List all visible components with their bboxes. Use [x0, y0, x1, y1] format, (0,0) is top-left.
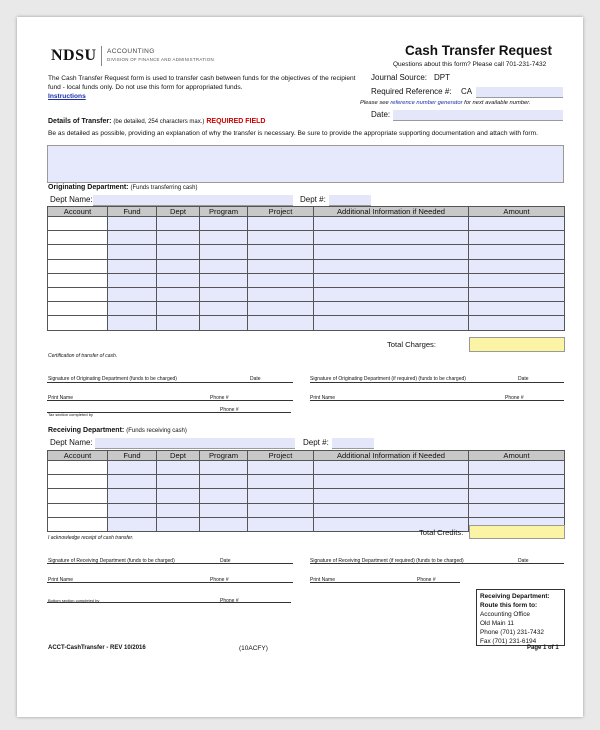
orig-dept-name-label: Dept Name: [50, 195, 93, 204]
logo-dept-line2: DIVISION OF FINANCE AND ADMINISTRATION [107, 57, 214, 62]
total-charges-label: Total Charges: [387, 340, 436, 349]
table-cell-input[interactable] [248, 316, 314, 330]
table-row [48, 259, 565, 273]
table-cell-input[interactable] [200, 475, 248, 489]
routing-phone: Phone (701) 231-7432 [480, 629, 544, 636]
intro-paragraph: The Cash Transfer Request form is used to transfer cash between funds for the objectives of the recipient fund - local funds only. Do not use this form for appropriated funds. [48, 75, 356, 91]
table-cell-input[interactable] [314, 217, 469, 231]
table-cell-input[interactable] [200, 245, 248, 259]
table-cell-input[interactable] [314, 245, 469, 259]
table-cell-input[interactable] [248, 245, 314, 259]
table-cell-input[interactable] [157, 273, 200, 287]
orig-print-name-right: Print Name [310, 395, 336, 401]
table-cell-input[interactable] [157, 287, 200, 301]
table-row [48, 231, 565, 245]
table-row [48, 287, 565, 301]
col-header-dept: Dept [157, 451, 200, 461]
col-header-program: Program [200, 207, 248, 217]
table-cell-input[interactable] [108, 273, 157, 287]
recv-dept-name-label: Dept Name: [50, 438, 93, 447]
table-cell-input[interactable] [108, 475, 157, 489]
table-row [48, 302, 565, 316]
total-credits-field[interactable] [469, 525, 565, 539]
col-header-additional-info: Additional Information if Needed [314, 207, 469, 217]
orig-signature-line[interactable] [47, 382, 293, 383]
table-cell-input[interactable] [48, 461, 108, 475]
table-cell-input[interactable] [314, 489, 469, 503]
table-cell-input[interactable] [108, 489, 157, 503]
recv-dept-no-field[interactable] [332, 438, 374, 449]
note-suffix: for next available number. [464, 100, 531, 106]
orig-date-right-label: Date [518, 376, 529, 382]
table-cell-input[interactable] [314, 259, 469, 273]
table-cell-input[interactable] [48, 302, 108, 316]
footer-page: Page 1 of 1 [527, 645, 559, 651]
details-limit: (be detailed, 254 characters max.) [113, 119, 205, 125]
table-cell-input[interactable] [48, 259, 108, 273]
orig-phone-left: Phone # [210, 395, 229, 401]
table-cell-input[interactable] [157, 259, 200, 273]
journal-source-label: Journal Source: [371, 73, 428, 82]
table-cell-input[interactable] [48, 475, 108, 489]
table-cell-input[interactable] [248, 217, 314, 231]
recv-print-name-line[interactable] [47, 582, 293, 583]
table-cell-input[interactable] [157, 231, 200, 245]
total-charges-field[interactable] [469, 337, 565, 352]
table-cell-input[interactable] [157, 489, 200, 503]
required-reference-prefix: CA [461, 87, 473, 96]
table-row [48, 316, 565, 330]
reference-generator-link[interactable]: reference number generator [390, 100, 463, 106]
col-header-account: Account [48, 451, 108, 461]
table-cell-input[interactable] [248, 461, 314, 475]
table-cell-input[interactable] [314, 503, 469, 517]
table-cell-input[interactable] [248, 302, 314, 316]
orig-sig-right-label: Signature of Originating Department (if required) (funds to be charged) [310, 376, 466, 382]
recv-dept-no-label: Dept #: [303, 438, 329, 447]
table-cell-input[interactable] [248, 231, 314, 245]
form-title: Cash Transfer Request [405, 43, 553, 58]
table-cell-input[interactable] [469, 489, 565, 503]
logo-dept-line1: ACCOUNTING [107, 48, 155, 55]
table-row [48, 503, 565, 517]
orig-print-name-line[interactable] [47, 400, 293, 401]
table-cell-input[interactable] [108, 517, 157, 531]
originating-header-row [48, 207, 565, 217]
table-cell-input[interactable] [108, 245, 157, 259]
date-field[interactable] [393, 110, 563, 121]
receiving-header-row [48, 451, 565, 461]
details-heading [48, 118, 266, 125]
recv-print-name-left: Print Name [48, 577, 74, 583]
table-cell-input[interactable] [48, 517, 108, 531]
form-page [17, 17, 583, 717]
reference-number-field[interactable] [476, 87, 563, 98]
certification-text: Certification of transfer of cash. [48, 353, 118, 359]
receiving-title: Receiving Department: [48, 427, 125, 434]
table-cell-input[interactable] [200, 503, 248, 517]
table-cell-input[interactable] [108, 217, 157, 231]
table-cell-input[interactable] [200, 259, 248, 273]
table-cell-input[interactable] [314, 461, 469, 475]
table-cell-input[interactable] [108, 461, 157, 475]
table-cell-input[interactable] [108, 503, 157, 517]
table-cell-input[interactable] [200, 316, 248, 330]
table-cell-input[interactable] [200, 273, 248, 287]
table-cell-input[interactable] [157, 517, 200, 531]
routing-office: Accounting Office [480, 611, 530, 618]
table-cell-input[interactable] [314, 287, 469, 301]
table-cell-input[interactable] [48, 287, 108, 301]
table-cell-input[interactable] [48, 245, 108, 259]
table-cell-input[interactable] [469, 475, 565, 489]
col-header-amount: Amount [469, 451, 565, 461]
table-cell-input[interactable] [200, 231, 248, 245]
table-cell-input[interactable] [157, 245, 200, 259]
logo-divider [101, 46, 102, 66]
tax-phone-label: Phone # [220, 407, 239, 413]
table-row [48, 273, 565, 287]
table-cell-input[interactable] [469, 503, 565, 517]
table-cell-input[interactable] [200, 517, 248, 531]
date-label: Date: [371, 110, 391, 119]
table-row [48, 489, 565, 503]
table-cell-input[interactable] [108, 302, 157, 316]
orig-dept-name-field[interactable] [93, 195, 293, 206]
recv-sig-right-label: Signature of Receiving Department (if required) (funds to be charged) [310, 558, 464, 564]
originating-subtitle: (Funds transferring cash) [130, 185, 198, 191]
table-cell-input[interactable] [314, 316, 469, 330]
table-cell-input[interactable] [48, 231, 108, 245]
col-header-fund: Fund [108, 451, 157, 461]
ndsu-logo: NDSU [51, 47, 97, 64]
orig-dept-no-field[interactable] [329, 195, 371, 206]
routing-title: Receiving Department: [480, 593, 550, 600]
table-cell-input[interactable] [248, 489, 314, 503]
receiving-heading [48, 427, 187, 434]
table-cell-input[interactable] [469, 302, 565, 316]
note-prefix: Please see [360, 100, 389, 106]
table-cell-input[interactable] [314, 273, 469, 287]
footer-form-id: ACCT-CashTransfer - REV 10/2016 [48, 645, 146, 651]
originating-heading [48, 184, 198, 191]
table-cell-input[interactable] [469, 287, 565, 301]
table-cell-input[interactable] [469, 245, 565, 259]
table-cell-input[interactable] [48, 316, 108, 330]
table-cell-input[interactable] [157, 461, 200, 475]
recv-phone-right: Phone # [417, 577, 436, 583]
table-cell-input[interactable] [157, 302, 200, 316]
table-cell-input[interactable] [469, 316, 565, 330]
table-cell-input[interactable] [200, 287, 248, 301]
recv-date-right-label: Date [518, 558, 529, 564]
routing-box [476, 589, 565, 646]
col-header-amount: Amount [469, 207, 565, 217]
total-credits-label: Total Credits: [419, 528, 464, 537]
orig-signature-right-line[interactable] [310, 382, 564, 383]
required-reference-label: Required Reference #: [371, 87, 452, 96]
table-cell-input[interactable] [469, 231, 565, 245]
table-cell-input[interactable] [200, 302, 248, 316]
recv-print-name-right: Print Name [310, 577, 336, 583]
table-cell-input[interactable] [248, 475, 314, 489]
details-description: Be as detailed as possible, providing an explanation of why the transfer is necessary. Be sure to provide the appropriate supporting documentation and attach with form. [48, 130, 538, 137]
col-header-dept: Dept [157, 207, 200, 217]
orig-print-name-right-line[interactable] [310, 400, 564, 401]
table-cell-input[interactable] [469, 259, 565, 273]
table-cell-input[interactable] [314, 231, 469, 245]
table-cell-input[interactable] [314, 302, 469, 316]
orig-phone-right: Phone # [505, 395, 524, 401]
details-textarea[interactable] [47, 145, 564, 183]
tax-completed-label: Tax section completed by [48, 412, 93, 417]
required-field-flag: REQUIRED FIELD [206, 118, 266, 125]
col-header-project: Project [248, 207, 314, 217]
routing-location: Old Main 11 [480, 620, 514, 627]
col-header-account: Account [48, 207, 108, 217]
col-header-program: Program [200, 451, 248, 461]
originating-title: Originating Department: [48, 184, 129, 191]
table-cell-input[interactable] [248, 503, 314, 517]
orig-dept-no-label: Dept #: [300, 195, 326, 204]
intro-text [48, 74, 368, 101]
table-cell-input[interactable] [200, 461, 248, 475]
recv-date-left-label: Date [220, 558, 231, 564]
recv-sig-left-label: Signature of Receiving Department (funds to be charged) [48, 558, 175, 564]
table-cell-input[interactable] [48, 489, 108, 503]
orig-date-left-label: Date [250, 376, 261, 382]
col-header-fund: Fund [108, 207, 157, 217]
table-cell-input[interactable] [200, 217, 248, 231]
table-cell-input[interactable] [200, 489, 248, 503]
acknowledge-text: I acknowledge receipt of cash transfer. [48, 535, 134, 541]
table-cell-input[interactable] [48, 273, 108, 287]
table-row [48, 217, 565, 231]
orig-print-name-left: Print Name [48, 395, 74, 401]
table-cell-input[interactable] [248, 287, 314, 301]
bottom-completed-label: Bottom section completed by [48, 598, 100, 603]
table-cell-input[interactable] [108, 231, 157, 245]
table-cell-input[interactable] [108, 316, 157, 330]
table-cell-input[interactable] [248, 517, 314, 531]
table-cell-input[interactable] [48, 217, 108, 231]
recv-dept-name-field[interactable] [95, 438, 295, 449]
table-cell-input[interactable] [108, 259, 157, 273]
table-row [48, 245, 565, 259]
table-cell-input[interactable] [157, 316, 200, 330]
table-cell-input[interactable] [108, 287, 157, 301]
table-cell-input[interactable] [248, 259, 314, 273]
table-cell-input[interactable] [157, 217, 200, 231]
originating-table [47, 206, 565, 331]
routing-fax: Fax (701) 231-6194 [480, 638, 537, 645]
table-cell-input[interactable] [469, 217, 565, 231]
table-cell-input[interactable] [157, 475, 200, 489]
col-header-project: Project [248, 451, 314, 461]
reference-note [360, 100, 531, 106]
instructions-link[interactable]: Instructions [48, 93, 86, 100]
details-title: Details of Transfer: [48, 118, 112, 125]
orig-sig-left-label: Signature of Originating Department (funds to be charged) [48, 376, 177, 382]
table-cell-input[interactable] [248, 273, 314, 287]
table-row [48, 461, 565, 475]
receiving-subtitle: (Funds receiving cash) [126, 428, 187, 434]
recv-phone-left: Phone # [210, 577, 229, 583]
table-row [48, 475, 565, 489]
table-cell-input[interactable] [469, 273, 565, 287]
table-cell-input[interactable] [469, 461, 565, 475]
footer-code: (10ACFY) [239, 645, 268, 652]
table-cell-input[interactable] [48, 503, 108, 517]
receiving-table [47, 450, 565, 532]
routing-route-to: Route this form to: [480, 602, 538, 609]
table-cell-input[interactable] [314, 475, 469, 489]
col-header-additional-info: Additional Information if Needed [314, 451, 469, 461]
bottom-phone-label: Phone # [220, 598, 239, 604]
journal-source-value: DPT [434, 73, 450, 82]
questions-contact: Questions about this form? Please call 701-231-7432 [393, 61, 547, 68]
table-cell-input[interactable] [157, 503, 200, 517]
